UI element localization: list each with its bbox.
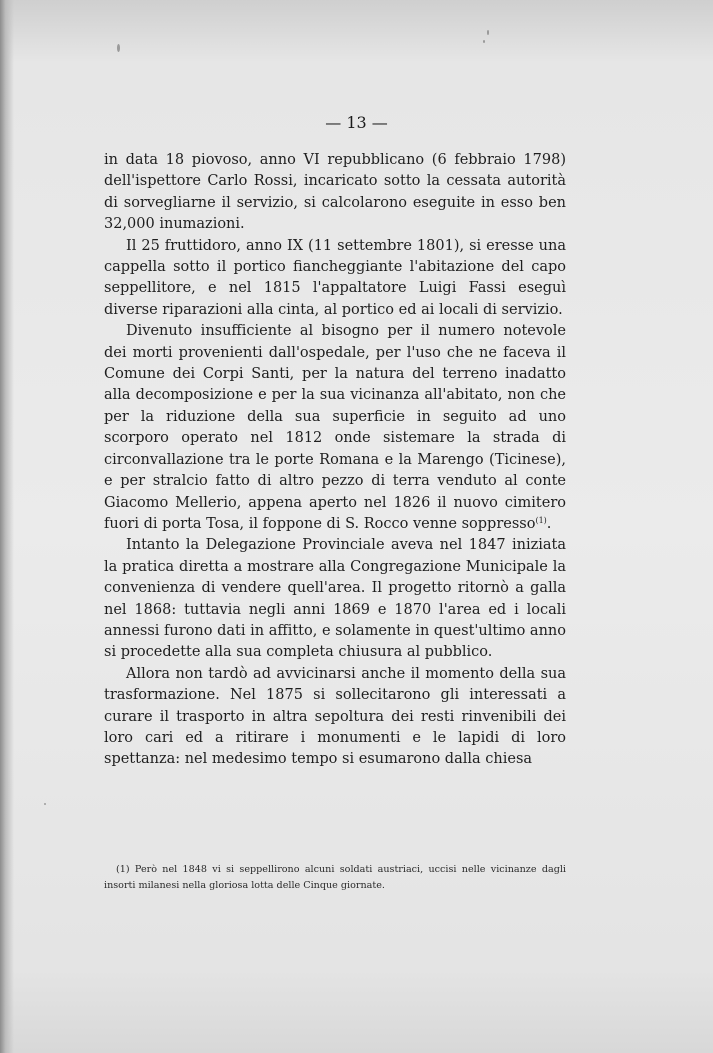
paragraph: Il 25 fruttidoro, anno IX (11 settembre 1801), si eresse una cappella sotto il portico fiancheggiante l'abitazione del capo seppellitore, e nel 1815 l'appaltatore Luigi Fassi eseguì diverse riparazioni alla cinta, al portico ed ai locali di servizio. [104, 237, 566, 318]
scan-speck [117, 44, 120, 52]
scan-speck [483, 40, 485, 43]
body-text [104, 150, 566, 771]
scan-speck [44, 803, 46, 805]
paragraph [104, 321, 566, 535]
footnote-marker: (1) [116, 864, 130, 875]
paragraph-text: Divenuto insufficiente al bisogno per il numero notevole dei morti provenienti dall'ospedale, per l'uso che ne faceva il Comune dei Corpi Santi, per la natura del terreno inadatto alla decomposizione e per la sua vicinanza all'abitato, non che per la riduzione della sua superficie in seguito ad uno scorporo operato nel 1812 onde sistemare la strada di circonvallazione tra le porte Romana e la Marengo (Ticinese), e per stralcio fatto di altro pezzo di terra venduto al conte Giacomo Mellerio, appena aperto nel 1826 il nuovo cimitero fuori di porta Tosa, il foppone di S. Rocco venne soppresso [104, 323, 566, 532]
page-number: — 13 — [325, 113, 388, 132]
paragraph: in data 18 piovoso, anno VI repubblicano (6 febbraio 1798) dell'ispettore Carlo Rossi, incaricato sotto la cessata autorità di sorvegliarne il servizio, si calcolarono eseguite in esso ben 32,000 inumazioni. [104, 152, 566, 233]
paragraph: Allora non tardò ad avvicinarsi anche il momento della sua trasformazione. Nel 1875 si sollecitarono gli interessati a curare il trasporto in altra sepoltura dei resti rinvenibili dei loro cari ed a ritirare i monumenti e le lapidi di loro spettanza: nel medesimo tempo si esumarono dalla chiesa [104, 665, 566, 768]
footnote-line [104, 862, 566, 894]
footnote-text: Però nel 1848 vi si seppellirono alcuni soldati austriaci, uccisi nelle vicinanze dagli insorti milanesi nella gloriosa lotta delle Cinque giornate. [104, 864, 566, 891]
footnote [104, 862, 566, 894]
scan-speck [487, 30, 489, 35]
paragraph: Intanto la Delegazione Provinciale aveva nel 1847 iniziata la pratica diretta a mostrare alla Congregazione Municipale la convenienza di vendere quell'area. Il progetto ritornò a galla nel 1868: tuttavia negli anni 1869 e 1870 l'area ed i locali annessi furono dati in affitto, e solamente in quest'ultimo anno si procedette alla sua completa chiusura al pubblico. [104, 537, 566, 661]
paragraph-end: . [546, 515, 552, 532]
footnote-reference: (1) [535, 515, 547, 525]
